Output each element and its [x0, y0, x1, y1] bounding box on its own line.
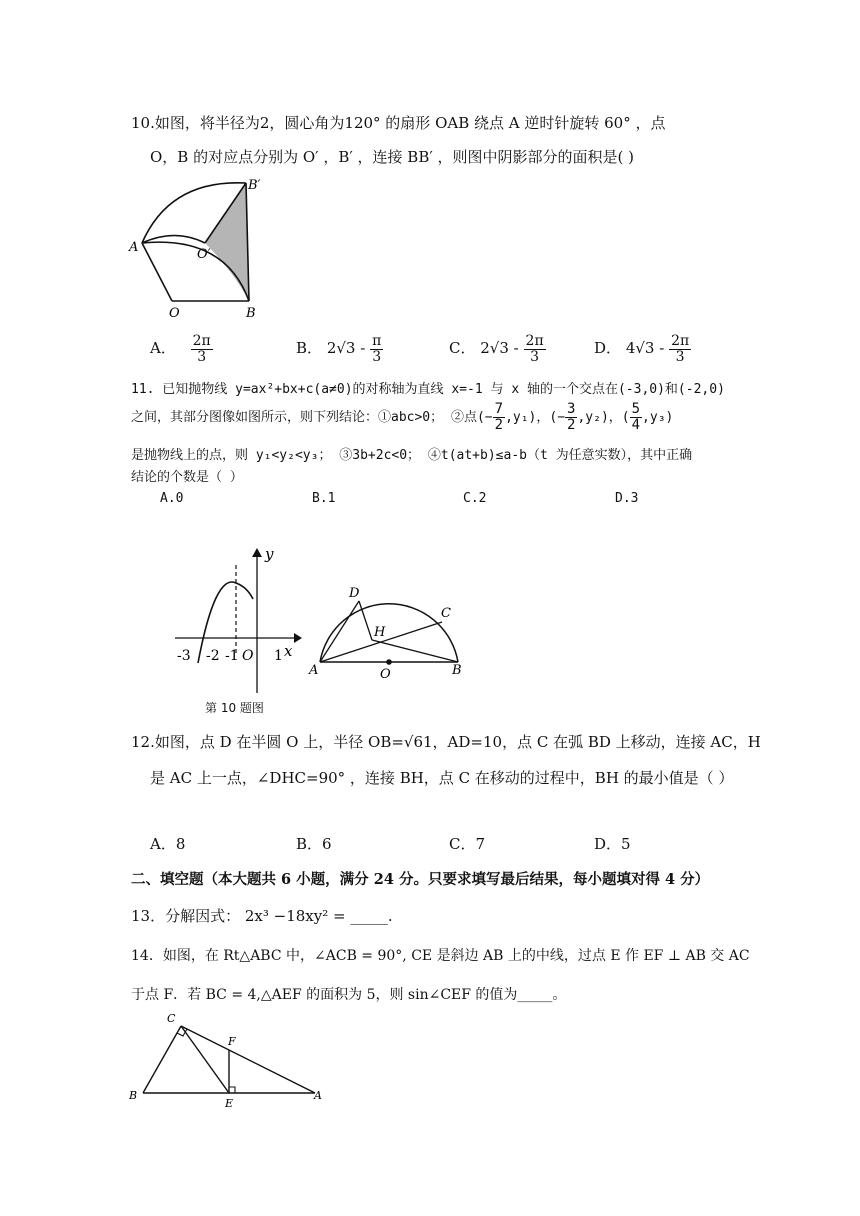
q14-label-c: C [167, 1012, 176, 1025]
q12-semicircle-figure [305, 580, 470, 680]
option-pre: 4√3 - [625, 339, 665, 358]
q14-label-e: E [225, 1097, 234, 1108]
q12-label-h: H [374, 625, 386, 640]
q12-label-c: C [441, 606, 451, 621]
q11-figure-caption: 第 10 题图 [205, 701, 264, 715]
q11-line4: 结论的个数是（ ） [131, 470, 243, 485]
fraction-den: 4 [631, 417, 641, 433]
q11-tick-neg1: -1 [225, 648, 239, 664]
q11-line1: 11. 已知抛物线 y=ax²+bx+c(a≠0)的对称轴为直线 x=-1 与 x 轴的一个交点在(-3,0)和(-2,0) [131, 382, 725, 397]
q11-label-origin: O [242, 648, 254, 664]
q11-tick-1: 1 [274, 648, 283, 664]
fraction-num: 5 [631, 401, 641, 418]
q10-line1: 10.如图，将半径为2，圆心角为120° 的扇形 OAB 绕点 A 逆时针旋转 60° ，点 [131, 114, 666, 132]
section-title: 二、填空题（本大题共 6 小题，满分 24 分。只要求填写最后结果，每小题填对得 4 分） [131, 871, 710, 888]
q12-line2: 是 AC 上一点，∠DHC=90° ，连接 BH，点 C 在移动的过程中，BH 的最小值是（ ） [150, 769, 734, 787]
q10-label-b: B [246, 306, 256, 320]
fraction-den: 3 [530, 348, 540, 365]
fraction [565, 402, 577, 432]
q12-option-c[interactable]: C．7 [449, 835, 486, 853]
fraction-num: 2π [671, 333, 690, 349]
option-letter: B． [296, 339, 323, 358]
q13-text: 13．分解因式： 2x³ −18xy² = _____. [131, 907, 393, 925]
fraction [493, 402, 505, 432]
q10-label-oprime: O′ [197, 247, 211, 262]
q11-option-a[interactable]: A.0 [160, 491, 184, 506]
q11-line2-b: ,y₁)，(− [505, 410, 566, 425]
q10-option-c[interactable] [449, 334, 546, 364]
q11-tick-neg3: -3 [177, 648, 191, 664]
fraction-num: 2π [192, 333, 211, 349]
fraction [630, 402, 642, 432]
q11-label-x: x [284, 642, 293, 660]
q11-tick-neg2: -2 [206, 648, 220, 664]
q14-label-a: A [314, 1089, 322, 1102]
fraction [669, 334, 691, 364]
option-pre: 2√3 - [480, 339, 519, 358]
q14-label-b: B [129, 1089, 138, 1102]
fraction-den: 3 [372, 348, 382, 365]
q11-line3: 是抛物线上的点，则 y₁<y₂<y₃； ③3b+2c<0； ④t(at+b)≤a-b（t 为任意实数），其中正确 [131, 448, 693, 463]
q10-label-bprime: B′ [248, 178, 261, 193]
q12-label-a: A [309, 663, 319, 678]
q12-option-d[interactable]: D．5 [594, 835, 631, 853]
fraction-num: 3 [567, 401, 576, 418]
q10-line2: O，B 的对应点分别为 O′ ，B′ ，连接 BB′ ，则图中阴影部分的面积是( ) [150, 148, 634, 166]
q12-label-d: D [349, 586, 360, 601]
q14-triangle-figure [125, 1008, 330, 1108]
q11-option-d[interactable]: D.3 [615, 491, 639, 506]
fraction-num: 7 [494, 401, 504, 418]
fraction-den: 3 [197, 348, 207, 365]
q12-label-b: B [452, 663, 462, 678]
fraction [191, 334, 213, 364]
q11-label-y: y [265, 545, 274, 563]
q14-line2: 于点 F．若 BC = 4,△AEF 的面积为 5，则 sin∠CEF 的值为_____。 [131, 987, 567, 1003]
fraction [524, 334, 546, 364]
q11-line2-d: ,y₃) [642, 410, 674, 425]
fraction-num: 2π [525, 333, 544, 349]
q11-line2 [131, 398, 673, 438]
q11-parabola-graph [170, 543, 305, 718]
option-letter: C． [449, 339, 476, 358]
q11-line2-c: ,y₂)，( [577, 410, 630, 425]
q11-option-c[interactable]: C.2 [463, 491, 487, 506]
fraction-den: 3 [675, 348, 685, 365]
fraction-den: 2 [567, 417, 576, 433]
fraction-den: 2 [494, 417, 504, 433]
q12-label-o: O [380, 667, 391, 680]
q10-label-o: O [169, 306, 180, 320]
q14-label-f: F [228, 1035, 236, 1048]
q10-figure [125, 175, 265, 320]
q11-line2-a: 之间，其部分图像如图所示，则下列结论：①abc>0； ②点(− [131, 410, 493, 425]
q14-line1: 14．如图，在 Rt△ABC 中，∠ACB = 90°, CE 是斜边 AB 上的中线，过点 E 作 EF ⊥ AB 交 AC [131, 948, 750, 964]
q10-label-a: A [129, 240, 139, 255]
fraction [370, 334, 383, 364]
option-pre: 2√3 - [326, 339, 366, 358]
option-letter: D． [594, 339, 622, 358]
q11-option-b[interactable]: B.1 [312, 491, 336, 506]
q10-option-b[interactable] [296, 334, 383, 364]
q10-option-a[interactable] [150, 334, 213, 364]
option-letter: A． [150, 339, 176, 358]
q12-option-a[interactable]: A．8 [150, 835, 186, 853]
q10-option-d[interactable] [594, 334, 691, 364]
q12-line1: 12.如图，点 D 在半圆 O 上，半径 OB=√61，AD=10，点 C 在弧 BD 上移动，连接 AC，H [131, 733, 761, 751]
fraction-num: π [372, 333, 382, 349]
q12-option-b[interactable]: B．6 [296, 835, 332, 853]
